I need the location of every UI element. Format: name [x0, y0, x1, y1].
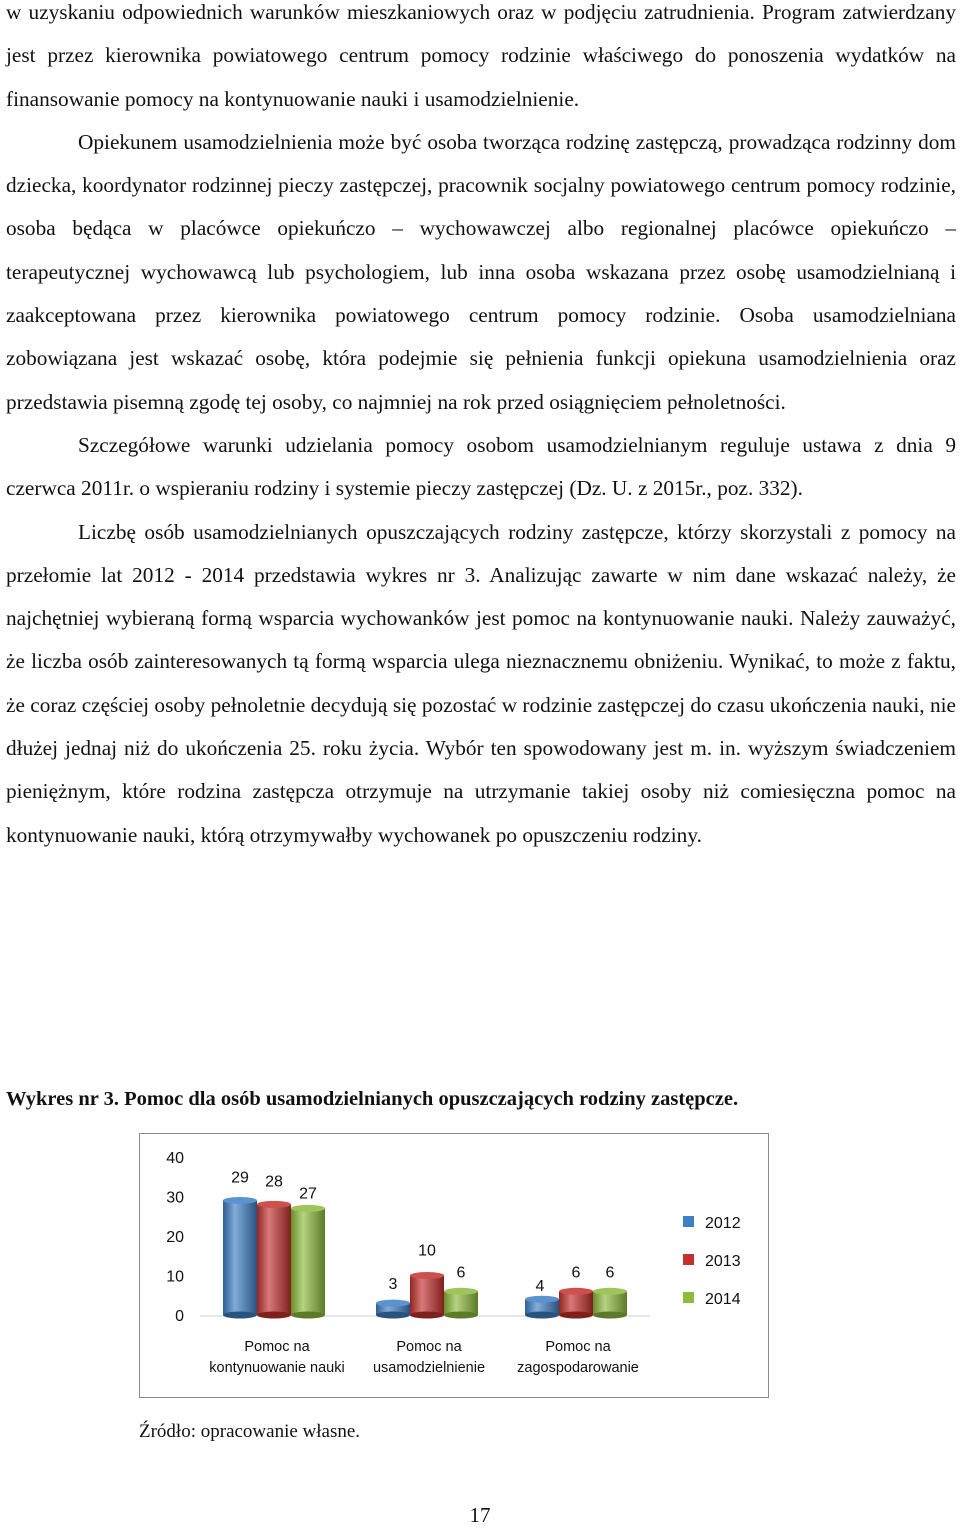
page-number: 17 — [469, 1503, 491, 1527]
bar — [593, 1291, 627, 1315]
data-label: 3 — [388, 1276, 398, 1294]
data-label: 27 — [299, 1185, 317, 1203]
bar-top — [410, 1272, 444, 1279]
bar — [444, 1291, 478, 1315]
y-tick-label: 10 — [166, 1268, 184, 1286]
figure-source: Źródło: opracowanie własne. — [139, 1421, 361, 1442]
y-tick-label: 0 — [175, 1308, 184, 1325]
x-category-label: Pomoc na — [396, 1339, 462, 1355]
paragraph-1: w uzyskaniu odpowiednich warunków mieszkaniowych oraz w podjęciu zatrudnienia. Program zatwierdzany jest przez kierownika powiatowego centrum pomocy rodzinie właściwego do ponoszenia wydatków na finansowanie pomocy na kontynuowanie nauki i usamodzielnienie. — [6, 0, 956, 111]
chart-frame — [139, 1133, 769, 1398]
bar-top — [525, 1296, 559, 1303]
bar-base — [593, 1312, 627, 1319]
bar — [559, 1291, 593, 1315]
bar-base — [376, 1312, 410, 1319]
data-label: 10 — [418, 1242, 436, 1260]
body-text — [6, 0, 956, 857]
paragraph-3: Szczegółowe warunki udzielania pomocy osobom usamodzielnianym reguluje ustawa z dnia 9 czerwca 2011r. o wspieraniu rodziny i systemie pieczy zastępczej (Dz. U. z 2015r., poz. 332). — [6, 432, 956, 501]
x-category-label: usamodzielnienie — [372, 1360, 486, 1376]
bar-base — [257, 1312, 291, 1319]
legend-swatch — [683, 1292, 694, 1303]
bar-base — [525, 1312, 559, 1319]
x-category-label: Pomoc na — [244, 1339, 310, 1355]
data-label: 4 — [535, 1278, 545, 1296]
bar-base — [444, 1312, 478, 1319]
x-category-label: zagospodarowanie — [517, 1360, 639, 1376]
bar — [291, 1208, 325, 1315]
bar-base — [410, 1312, 444, 1319]
bar-top — [291, 1205, 325, 1212]
bar — [257, 1204, 291, 1315]
bar-base — [291, 1312, 325, 1319]
paragraph-2: Opiekunem usamodzielnienia może być osoba tworząca rodzinę zastępczą, prowadząca rodzinny dom dziecka, koordynator rodzinnej pieczy zastępczej, pracownik socjalny powiatowego centrum pomocy rodzinie, osoba będąca w placówce opiekuńczo – wychowawczej albo regionalnej placówce opiekuńczo – terapeutycznej wychowawcą lub psychologiem, lub inna osoba wskazana przez osobę usamodzielnianą i zaakceptowana przez kierownika powiatowego centrum pomocy rodzinie. Osoba usamodzielniana zobowiązana jest wskazać osobę, która podejmie się pełnienia funkcji opiekuna usamodzielnienia oraz przedstawia pisemną zgodę tej osoby, co najmniej na rok przed osiągnięciem pełnoletności. — [6, 129, 956, 414]
legend-label: 2012 — [705, 1215, 741, 1232]
bar — [223, 1200, 257, 1315]
bar-top — [444, 1288, 478, 1295]
bar — [410, 1276, 444, 1316]
bar-base — [559, 1312, 593, 1319]
data-label: 6 — [571, 1264, 581, 1282]
bar-base — [223, 1312, 257, 1319]
y-tick-label: 40 — [166, 1150, 184, 1167]
bar-chart — [140, 1134, 768, 1397]
bar-top — [257, 1201, 291, 1208]
data-label: 29 — [231, 1169, 249, 1187]
bar-top — [559, 1288, 593, 1295]
data-label: 6 — [456, 1264, 466, 1282]
bar-top — [593, 1288, 627, 1295]
data-label: 6 — [605, 1264, 615, 1282]
legend-swatch — [683, 1216, 694, 1227]
x-category-label: kontynuowanie nauki — [209, 1360, 345, 1376]
legend-label: 2014 — [705, 1291, 741, 1308]
y-tick-label: 30 — [166, 1189, 184, 1207]
figure-caption: Wykres nr 3. Pomoc dla osób usamodzielnianych opuszczających rodziny zastępcze. — [6, 1088, 739, 1110]
data-label: 28 — [265, 1173, 283, 1191]
bar-top — [223, 1197, 257, 1204]
paragraph-4: Liczbę osób usamodzielnianych opuszczających rodziny zastępcze, którzy skorzystali z pomocy na przełomie lat 2012 - 2014 przedstawia wykres nr 3. Analizując zawarte w nim dane wskazać należy, że najchętniej wybieraną formą wsparcia wychowanków jest pomoc na kontynuowanie nauki. Należy zauważyć, że liczba osób zainteresowanych tą formą wsparcia ulega nieznacznemu obniżeniu. Wynikać, to może z faktu, że coraz częściej osoby pełnoletnie decydują się pozostać w rodzinie zastępczej do czasu ukończenia nauki, nie dłużej jednaj niż do ukończenia 25. roku życia. Wybór ten spowodowany jest m. in. wyższym świadczeniem pieniężnym, które rodzina zastępcza otrzymuje na utrzymanie takiej osoby niż comiesięczna pomoc na kontynuowanie nauki, którą otrzymywałby wychowanek po opuszczeniu rodziny. — [6, 519, 956, 847]
x-category-label: Pomoc na — [545, 1339, 611, 1355]
legend-swatch — [683, 1254, 694, 1265]
y-tick-label: 20 — [166, 1229, 184, 1246]
legend-label: 2013 — [705, 1253, 741, 1270]
bar-top — [376, 1300, 410, 1307]
